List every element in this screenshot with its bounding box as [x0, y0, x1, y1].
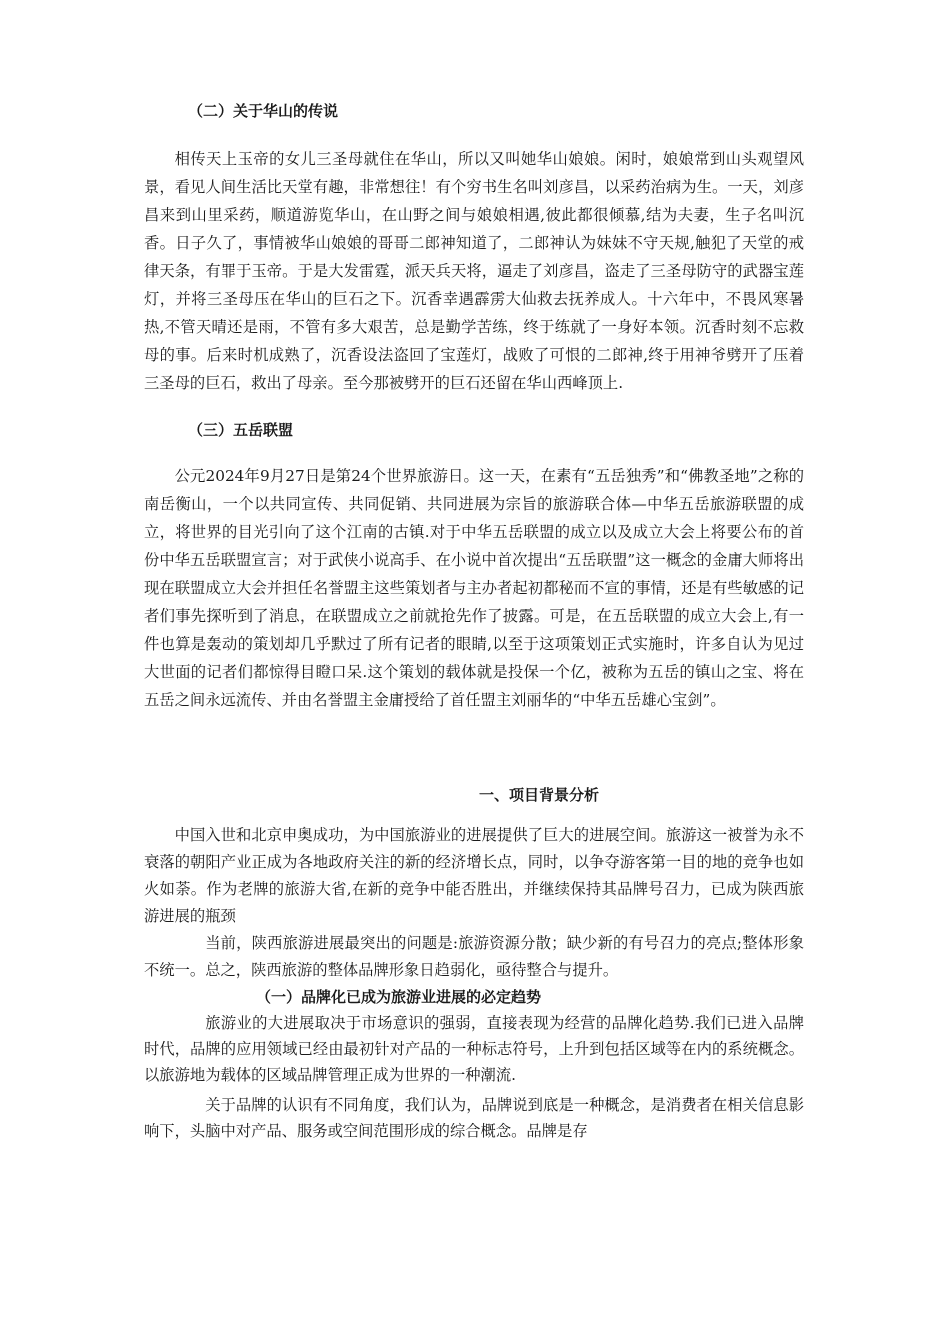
paragraph-background-2: 当前，陕西旅游进展最突出的问题是:旅游资源分散；缺少新的有号召力的亮点;整体形象不统一。总之，陕西旅游的整体品牌形象日趋弱化，亟待整合与提升。	[144, 934, 804, 979]
paragraph-branding-1: 旅游业的大进展取决于市场意识的强弱，直接表现为经营的品牌化趋势.我们已进入品牌时代，品牌的应用领域已经由最初针对产品的一种标志符号，上升到包括区域等在内的系统概念。以旅游地为载体的区域品牌管理正成为世界的一种潮流.	[144, 1014, 804, 1084]
paragraph-background-1: 中国入世和北京申奥成功，为中国旅游业的进展提供了巨大的进展空间。旅游这一被誉为永不衰落的朝阳产业正成为各地政府关注的新的经济增长点，同时，以争夺游客第一目的地的竞争也如火如荼。作为老牌的旅游大省,在新的竞争中能否胜出，并继续保持其品牌号召力，已成为陕西旅游进展的瓶颈	[144, 826, 804, 925]
heading-five-mountains-alliance: （三）五岳联盟	[188, 421, 294, 439]
heading-project-background: 一、项目背景分析	[478, 786, 599, 804]
paragraph-huashan-legend: 相传天上玉帝的女儿三圣母就住在华山，所以又叫她华山娘娘。闲时，娘娘常到山头观望风景，看见人间生活比天堂有趣，非常想往！有个穷书生名叫刘彦昌，以采药治病为生。一天，刘彦昌来到山里采药，顺道游览华山，在山野之间与娘娘相遇,彼此都很倾慕,结为夫妻，生子名叫沉香。日子久了，事情被华山娘娘的哥哥二郎神知道了，二郎神认为妹妹不守天规,触犯了天堂的戒律天条，有罪于玉帝。于是大发雷霆，派天兵天将，逼走了刘彦昌，盗走了三圣母防守的武器宝莲灯，并将三圣母压在华山的巨石之下。沉香幸遇霹雳大仙救去抚养成人。十六年中，不畏风寒暑热,不管天晴还是雨，不管有多大艰苦，总是勤学苦练，终于练就了一身好本领。沉香时刻不忘救母的事。后来时机成熟了，沉香设法盗回了宝莲灯，战败了可恨的二郎神,终于用神爷劈开了压着三圣母的巨石，救出了母亲。至今那被劈开的巨石还留在华山西峰顶上.	[144, 150, 804, 392]
heading-huashan-legend: （二）关于华山的传说	[188, 102, 339, 120]
document-body	[144, 96, 804, 1144]
paragraph-five-mountains-alliance: 公元2024年9月27日是第24个世界旅游日。这一天，在素有“五岳独秀”和“佛教圣地”之称的南岳衡山，一个以共同宣传、共同促销、共同进展为宗旨的旅游联合体—中华五岳旅游联盟的成立，将世界的目光引向了这个江南的古镇.对于中华五岳联盟的成立以及成立大会上将要公布的首份中华五岳联盟宣言；对于武侠小说高手、在小说中首次提出“五岳联盟”这一概念的金庸大师将出现在联盟成立大会并担任名誉盟主这些策划者与主办者起初都秘而不宣的事情，还是有些敏感的记者们事先探听到了消息，在联盟成立之前就抢先作了披露。可是，在五岳联盟的成立大会上,有一件也算是轰动的策划却几乎默过了所有记者的眼睛,以至于这项策划正式实施时，许多自认为见过大世面的记者们都惊得目瞪口呆.这个策划的载体就是投保一个亿，被称为五岳的镇山之宝、将在五岳之间永远流传、并由名誉盟主金庸授给了首任盟主刘丽华的“中华五岳雄心宝剑”。	[144, 467, 804, 709]
heading-branding-trend: （一）品牌化已成为旅游业进展的必定趋势	[256, 988, 542, 1006]
paragraph-branding-2: 关于品牌的认识有不同角度，我们认为，品牌说到底是一种概念，是消费者在相关信息影响下，头脑中对产品、服务或空间范围形成的综合概念。品牌是存	[144, 1096, 804, 1140]
